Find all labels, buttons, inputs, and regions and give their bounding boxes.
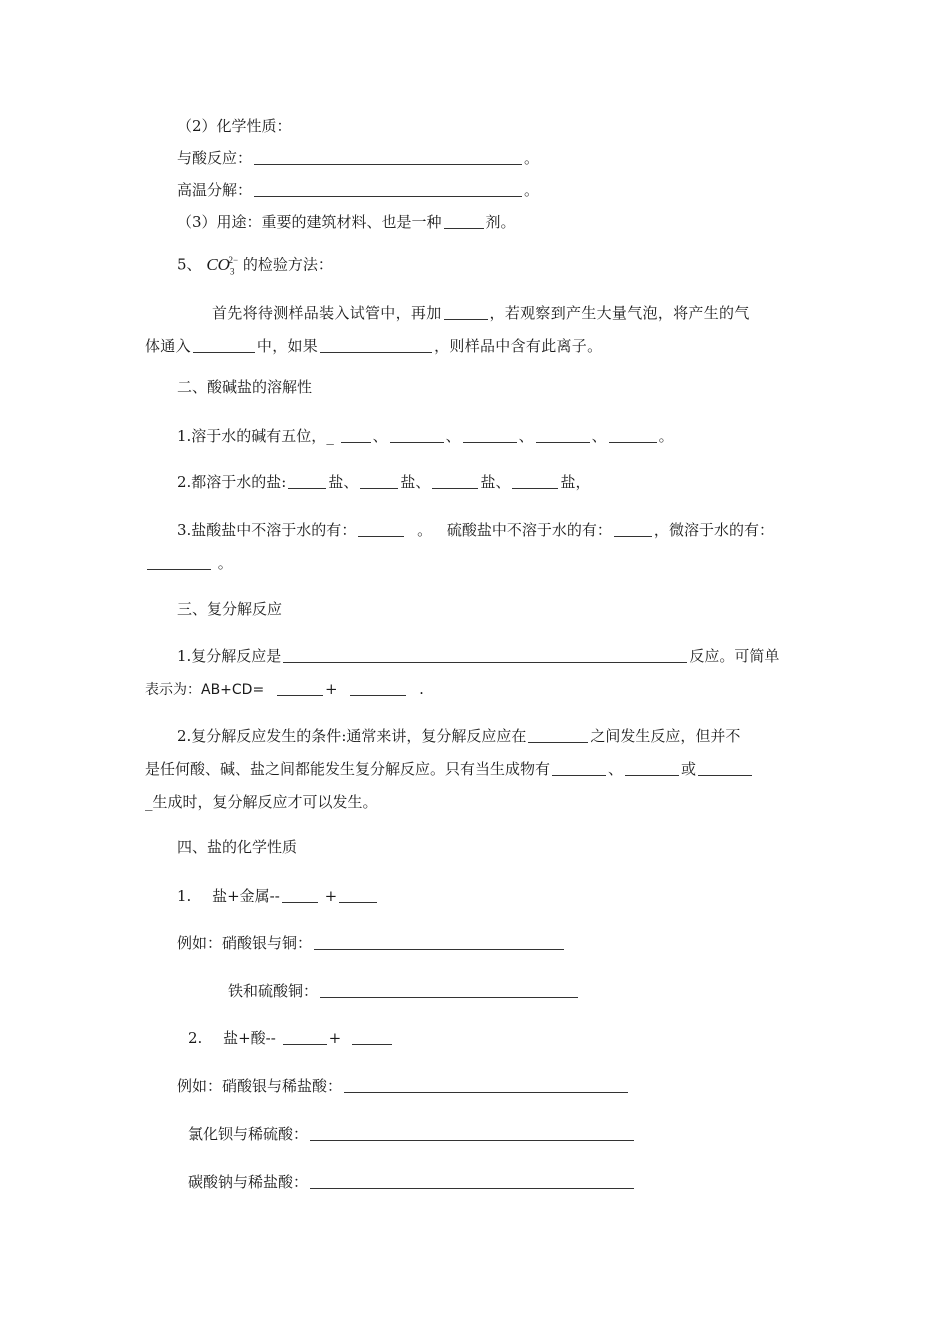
conditions-line-2	[145, 759, 754, 779]
carbonate-test-para-line1	[212, 303, 750, 323]
base-blank-5[interactable]	[609, 428, 657, 443]
insoluble-salts-line	[177, 520, 774, 540]
comma: ，	[653, 521, 669, 539]
heat-decomposition-blank[interactable]	[254, 182, 522, 197]
salt-blank-3[interactable]	[432, 474, 478, 489]
period: 。	[417, 521, 433, 539]
section-2-title: 二、酸碱盐的溶解性	[177, 378, 313, 396]
salt-acid-formula: 盐+酸--	[223, 1029, 276, 1047]
separator: 、	[415, 473, 431, 491]
conditions-line-1	[177, 726, 740, 746]
slightly-soluble-label: 微溶于水的有：	[668, 521, 774, 539]
plus-sign: +	[324, 680, 338, 698]
salt-word: 盐	[480, 473, 496, 491]
period: 。	[217, 554, 233, 572]
conditions-line-3: _生成时，复分解反应才可以发生。	[145, 793, 378, 811]
carbonate-test-para-line2	[145, 336, 602, 356]
salt-word: 盐	[328, 473, 344, 491]
reagent-blank[interactable]	[444, 305, 488, 320]
product-blank-1[interactable]	[277, 681, 323, 696]
conditions-text: 2.复分解反应发生的条件:通常来讲，复分解反应应在	[177, 727, 527, 745]
example-silver-nitrate-hcl	[177, 1076, 630, 1096]
example-reaction-label: 铁和硫酸铜：	[228, 982, 319, 1000]
product-type-blank-1[interactable]	[552, 761, 606, 776]
salt-acid-blank-1[interactable]	[283, 1030, 327, 1045]
use-line	[177, 212, 516, 232]
item-number: 2.	[188, 1029, 203, 1047]
equation-blank[interactable]	[320, 983, 578, 998]
salt-blank-4[interactable]	[512, 474, 558, 489]
example-sodium-carbonate-hcl	[188, 1172, 636, 1192]
separator: 、	[591, 427, 607, 445]
carbonate-test-title: 的检验方法：	[242, 255, 333, 274]
gas-into-blank[interactable]	[193, 338, 255, 353]
slightly-soluble-blank[interactable]	[147, 555, 211, 570]
example-iron-copper-sulfate	[228, 981, 580, 1001]
product-type-blank-3[interactable]	[698, 761, 752, 776]
para-text: 中，如果	[256, 337, 319, 355]
period: 。	[524, 181, 540, 199]
soluble-bases-label: 1.溶于水的碱有五位，	[177, 427, 327, 445]
separator: 、	[343, 473, 359, 491]
base-blank-4[interactable]	[536, 428, 590, 443]
para-text: ，则样品中含有此离子。	[434, 337, 603, 355]
acid-reaction-label: 与酸反应：	[177, 149, 253, 167]
example-reaction-label: 硝酸银与铜：	[222, 934, 313, 952]
item-number: 5、	[177, 255, 202, 274]
soluble-salts-line	[177, 472, 591, 492]
base-blank-2[interactable]	[390, 428, 444, 443]
use-text-end: 剂。	[485, 213, 516, 231]
heat-decomposition-label: 高温分解：	[177, 181, 253, 199]
example-reaction-label: 硝酸银与稀盐酸：	[222, 1077, 343, 1095]
comma: ，	[575, 473, 591, 491]
example-label: 例如：	[177, 1077, 223, 1095]
conditions-text: 之间发生反应，但并不	[590, 727, 741, 745]
separator: 、	[372, 427, 388, 445]
para-text: 体通入	[145, 337, 191, 355]
section-3-title: 三、复分解反应	[177, 600, 283, 618]
soluble-salts-label: 2.都溶于水的盐:	[177, 473, 287, 491]
section-4-title: 四、盐的化学性质	[177, 838, 298, 856]
general-form-label: 表示为：AB+CD=	[145, 682, 265, 698]
conditions-between-blank[interactable]	[528, 728, 588, 743]
general-form-line	[145, 679, 424, 700]
equation-blank[interactable]	[344, 1078, 628, 1093]
insoluble-salts-line-2	[145, 553, 233, 573]
definition-label: 1.复分解反应是	[177, 647, 282, 665]
or-word: 或	[681, 760, 697, 778]
underscore: _	[326, 427, 334, 445]
salt-metal-line	[177, 886, 379, 906]
example-label: 例如：	[177, 934, 223, 952]
separator: 、	[495, 473, 511, 491]
example-reaction-label: 碳酸钠与稀盐酸：	[188, 1173, 309, 1191]
separator: 、	[518, 427, 534, 445]
salt-acid-line	[188, 1028, 394, 1048]
definition-text-end: 反应。可简单	[689, 647, 780, 665]
item-number: 1.	[177, 887, 192, 905]
base-blank-3[interactable]	[463, 428, 517, 443]
salt-metal-blank-2[interactable]	[339, 888, 377, 903]
salt-word: 盐	[400, 473, 416, 491]
chem-properties-heading: （2）化学性质：	[177, 117, 292, 135]
product-type-blank-2[interactable]	[625, 761, 679, 776]
base-blank-1[interactable]	[341, 428, 371, 443]
equation-blank[interactable]	[314, 935, 564, 950]
chloride-insoluble-label: 3.盐酸盐中不溶于水的有：	[177, 521, 357, 539]
use-text: （3）用途：重要的建筑材料、也是一种	[177, 213, 442, 231]
conditions-text: 是任何酸、碱、盐之间都能发生复分解反应。只有当生成物有	[145, 760, 551, 778]
carbonate-test-heading	[177, 248, 333, 283]
salt-acid-blank-2[interactable]	[352, 1030, 392, 1045]
plus-sign: +	[324, 887, 338, 905]
salt-metal-blank-1[interactable]	[282, 888, 318, 903]
salt-word: 盐	[560, 473, 576, 491]
example-barium-chloride-h2so4	[188, 1124, 636, 1144]
plus-sign: +	[328, 1029, 342, 1047]
soluble-bases-line	[177, 426, 674, 446]
example-reaction-label: 氯化钡与稀硫酸：	[188, 1125, 309, 1143]
equation-blank[interactable]	[310, 1126, 634, 1141]
sulfate-insoluble-blank[interactable]	[614, 522, 652, 537]
observation-blank[interactable]	[320, 338, 432, 353]
separator: 、	[445, 427, 461, 445]
separator: 、	[608, 760, 624, 778]
period: 。	[658, 427, 674, 445]
para-text: 首先将待测样品装入试管中，再加	[212, 304, 442, 322]
salt-blank-1[interactable]	[288, 474, 326, 489]
period: 。	[524, 149, 540, 167]
double-decomposition-definition-line	[177, 646, 779, 666]
equation-blank[interactable]	[310, 1174, 634, 1189]
example-silver-nitrate-copper	[177, 933, 566, 953]
sulfate-insoluble-label: 硫酸盐中不溶于水的有：	[446, 521, 612, 539]
chloride-insoluble-blank[interactable]	[358, 522, 404, 537]
product-blank-2[interactable]	[350, 681, 406, 696]
heat-decomposition-line	[177, 180, 539, 200]
acid-reaction-line	[177, 148, 539, 168]
period: .	[419, 680, 424, 698]
para-text: ，若观察到产生大量气泡，将产生的气	[489, 304, 750, 322]
salt-metal-formula: 盐+金属--	[212, 887, 280, 905]
acid-reaction-blank[interactable]	[254, 150, 522, 165]
use-blank[interactable]	[444, 214, 484, 229]
salt-blank-2[interactable]	[360, 474, 398, 489]
definition-blank[interactable]	[283, 648, 687, 663]
carbonate-ion-formula: $CO_3^{2-}$	[206, 254, 239, 277]
